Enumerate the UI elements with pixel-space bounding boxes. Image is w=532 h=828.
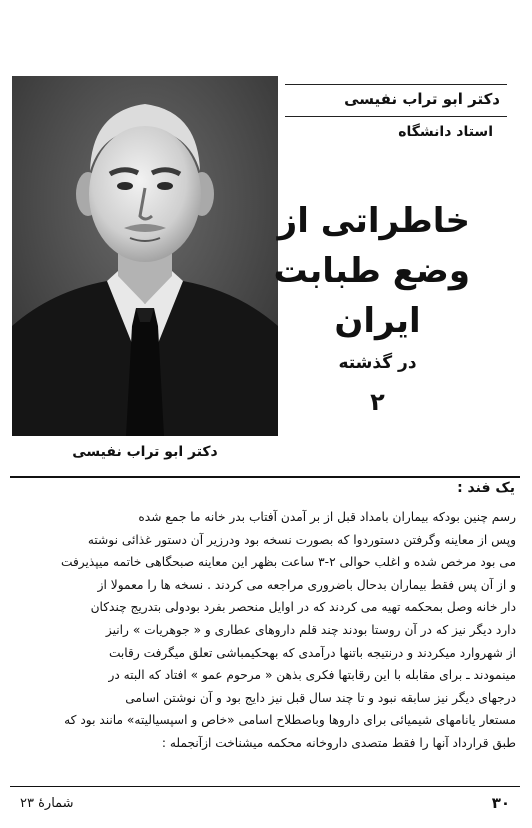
body-line: از شهروارد میکردند و درنتیجه باتنها درآمدی که بهحکیمباشی تعلق میگرفت رقابت (108, 645, 516, 660)
title-line-3: ایران (334, 301, 421, 341)
body-line: مینمودند ـ برای مقابله با این رقابتها فکری بذهن « مرحوم عمو » افتاد که البته در (108, 668, 516, 683)
portrait-image (12, 76, 278, 436)
title-line-1: خاطراتی از (277, 201, 470, 241)
body-line: و از آن پس فقط بیماران بدحال باضروری مراجعه می کردند . نسخه ها را معمولا از (97, 577, 516, 592)
body-line: می بود مرخص شده و اغلب حوالی ۲-۳ ساعت بظهر این معاینه صبحگاهی خاتمه میپذیرفت (60, 555, 516, 570)
page-number: ۳۰ (491, 794, 510, 812)
article-subtitle: در گذشته (338, 353, 417, 373)
body-line: دارد دیگر نیز که در آن روستا بودند چند قلم داروهای عطاری و « جوهریات » رانیز (105, 622, 516, 637)
author-top-rule (285, 84, 507, 85)
body-line: مستعار یانامهای شیمیائی برای داروها وباصطلاح اسامی «خاص و اسپسیالیته» مانند بود که (64, 713, 516, 728)
part-number: ۲ (370, 388, 385, 416)
body-line: رسم چنین بودکه بیماران بامداد قبل از بر آمدن آفتاب بدر خانه ما جمع شده (138, 510, 516, 524)
body-line: درجهای دیگر نیز سابقه نبود و تا چند سال قبل نیز دایج بود و آن نوشتن اسامی (125, 690, 516, 705)
body-line: دار خانه وصل بمحکمه تهیه می کردند که در اوایل منحصر بفرد بودولی بتدریج چندکان (90, 600, 516, 615)
author-bottom-rule (285, 116, 507, 117)
title-line-2: وضع طبابت (273, 251, 470, 291)
author-portrait (12, 76, 278, 436)
body-line: طبق قرارداد آنها را فقط متصدی داروخانه محکمه میشناخت ازآنجمله : (161, 735, 516, 750)
photo-caption: دکتر ابو تراب نفیسی (72, 444, 218, 460)
article-title (273, 196, 470, 422)
section-heading: یک فند : (457, 480, 515, 496)
article-body (18, 506, 516, 755)
footer-rule (10, 786, 520, 787)
author-name: دکتر ابو تراب نفیسی (344, 90, 500, 108)
author-position: استاد دانشگاه (398, 124, 493, 140)
section-divider (10, 476, 520, 478)
body-line: وپس از معاینه وگرفتن دستوردوا که بصورت نسخه بود ودرزیر آن دستور غذائی نوشته (87, 532, 516, 547)
issue-number: شمارهٔ ۲۳ (20, 796, 74, 811)
